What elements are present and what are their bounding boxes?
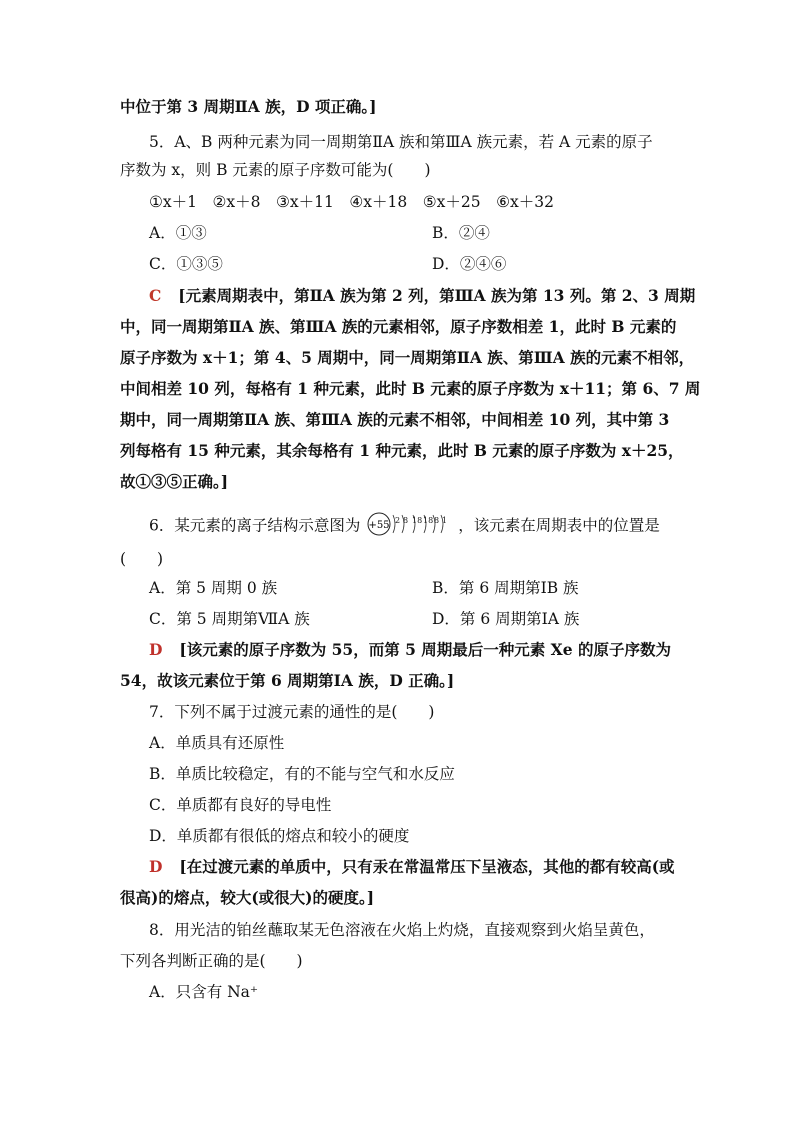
text-line: 中位于第 3 周期ⅡA 族，D 项正确。]: [120, 97, 377, 116]
question-5-option-a: A．①③: [149, 224, 207, 242]
explanation-line: 很高)的熔点，较大(或很大)的硬度。]: [120, 888, 375, 907]
shell-electrons: 18: [423, 516, 434, 525]
question-5-option-d: D．②④⑥: [432, 255, 507, 273]
answer-explanation: [在过渡元素的单质中，只有汞在常温常压下呈液态，其他的都有较高(或: [179, 857, 675, 876]
answer-letter: D: [149, 857, 163, 876]
question-8-option-a: A．只含有 Na⁺: [149, 983, 259, 1001]
ion-structure-svg: [367, 511, 451, 537]
question-6-option-d: D．第 6 周期第ⅠA 族: [432, 610, 580, 628]
explanation-line: 原子序数为 x＋1；第 4、5 周期中，同一周期第ⅡA 族、第ⅢA 族的元素不相邻，: [120, 348, 695, 367]
question-6-option-c: C．第 5 周期第ⅦA 族: [149, 610, 310, 628]
question-7-answer: [149, 857, 675, 877]
question-5-answer: [149, 286, 695, 306]
question-5-stem-cont: 序数为 x，则 B 元素的原子序数可能为( ): [120, 161, 431, 179]
question-8-stem: 8．用光洁的铂丝蘸取某无色溶液在火焰上灼烧，直接观察到火焰呈黄色，: [149, 921, 655, 939]
question-6-stem-cont: ( ): [120, 550, 164, 568]
question-6-option-b: B．第 6 周期第ⅠB 族: [432, 579, 579, 597]
shell-electrons: 1: [442, 516, 448, 525]
question-5-stem: 5．A、B 两种元素为同一周期第ⅡA 族和第ⅢA 族元素，若 A 元素的原子: [149, 133, 653, 151]
shell-electrons: 18: [412, 516, 423, 525]
question-7-option-d: D．单质都有很低的熔点和较小的硬度: [149, 827, 410, 845]
answer-explanation: [该元素的原子序数为 55，而第 5 周期最后一种元素 Xe 的原子序数为: [179, 640, 671, 659]
shell-electrons: 8: [434, 516, 440, 525]
question-7-stem: 7．下列不属于过渡元素的通性的是( ): [149, 703, 435, 721]
explanation-line: 列每格有 15 种元素，其余每格有 1 种元素，此时 B 元素的原子序数为 x＋25，: [120, 441, 684, 460]
explanation-line: 期中，同一周期第ⅡA 族、第ⅢA 族的元素不相邻，中间相差 10 列，其中第 3: [120, 410, 670, 429]
question-7-option-b: B．单质比较稳定，有的不能与空气和水反应: [149, 765, 455, 783]
explanation-line: 中，同一周期第ⅡA 族、第ⅢA 族的元素相邻，原子序数相差 1，此时 B 元素的: [120, 317, 677, 336]
answer-letter: D: [149, 640, 163, 659]
answer-explanation: [元素周期表中，第ⅡA 族为第 2 列，第ⅢA 族为第 13 列。第 2、3 周期: [178, 286, 696, 305]
question-6-stem: [149, 511, 660, 542]
nucleus-charge: +55: [368, 520, 390, 531]
question-5-option-c: C．①③⑤: [149, 255, 223, 273]
ion-structure-diagram: [367, 511, 451, 542]
question-5-candidates: ①x＋1 ②x＋8 ③x＋11 ④x＋18 ⑤x＋25 ⑥x＋32: [149, 193, 554, 211]
answer-letter: C: [149, 286, 162, 305]
question-7-option-a: A．单质具有还原性: [149, 734, 285, 752]
stem-text: 6．某元素的离子结构示意图为: [149, 516, 361, 535]
explanation-line: 故①③⑤正确。]: [120, 472, 229, 491]
explanation-line: 54，故该元素位于第 6 周期第ⅠA 族，D 正确。]: [120, 671, 455, 690]
shell-electrons: 8: [403, 516, 409, 525]
question-6-answer: [149, 640, 671, 660]
question-7-option-c: C．单质都有良好的导电性: [149, 796, 332, 814]
stem-text: ，该元素在周期表中的位置是: [458, 516, 660, 535]
explanation-line: 中间相差 10 列，每格有 1 种元素，此时 B 元素的原子序数为 x＋11；第 6、7 周: [120, 379, 701, 398]
shell-electrons: 2: [395, 516, 401, 525]
question-6-option-a: A．第 5 周期 0 族: [149, 579, 278, 597]
question-8-stem-cont: 下列各判断正确的是( ): [120, 952, 303, 970]
question-5-option-b: B．②④: [432, 224, 490, 242]
